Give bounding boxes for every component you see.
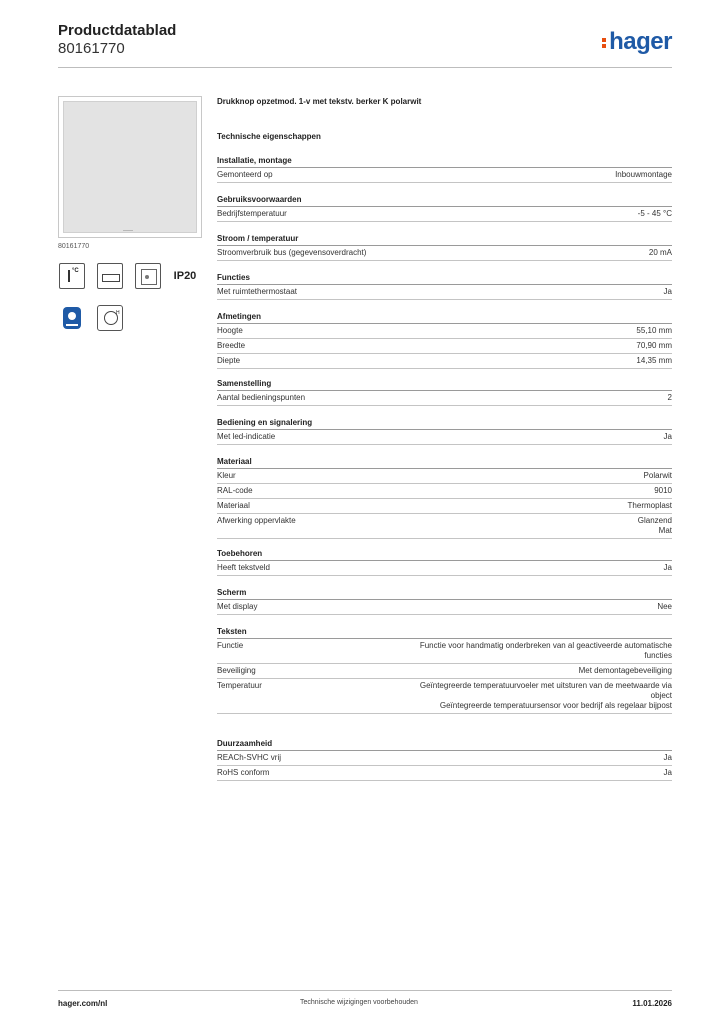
property-value: 2 xyxy=(667,393,672,402)
property-value: 9010 xyxy=(654,486,672,495)
property-label: Stroomverbruik bus (gegevensoverdracht) xyxy=(217,248,367,257)
property-value: Thermoplast xyxy=(627,501,672,510)
property-row xyxy=(217,664,672,679)
property-label: Bedrijfstemperatuur xyxy=(217,209,287,218)
property-section xyxy=(217,272,672,300)
ip20-icon: IP20 xyxy=(172,263,198,289)
property-row xyxy=(217,751,672,766)
property-label: Breedte xyxy=(217,341,246,350)
property-section xyxy=(217,548,672,576)
section-title: Teksten xyxy=(217,627,247,636)
property-value: 70,90 mm xyxy=(636,341,672,350)
page-header xyxy=(58,22,672,57)
section-title: Scherm xyxy=(217,588,247,597)
property-row xyxy=(217,391,672,406)
section-title: Functies xyxy=(217,273,250,282)
property-row xyxy=(217,766,672,781)
property-section xyxy=(217,378,672,406)
property-label: Aantal bedieningspunten xyxy=(217,393,306,402)
property-value: Glanzend Mat xyxy=(637,516,672,535)
document-title: Productdatablad xyxy=(58,22,177,39)
property-section xyxy=(217,417,672,445)
property-row xyxy=(217,324,672,339)
property-label: Kleur xyxy=(217,471,236,480)
product-name: Drukknop opzetmod. 1-v met tekstv. berker K polarwit xyxy=(217,97,422,106)
humidity-sensor-icon: H xyxy=(97,305,123,331)
sensor-icon xyxy=(135,263,161,289)
property-label: Hoogte xyxy=(217,326,243,335)
logo-text: hager xyxy=(609,28,672,55)
display-icon xyxy=(97,263,123,289)
section-title: Gebruiksvoorwaarden xyxy=(217,195,302,204)
property-section xyxy=(217,233,672,261)
property-value: 55,10 mm xyxy=(636,326,672,335)
property-label: RAL-code xyxy=(217,486,253,495)
property-section xyxy=(217,587,672,615)
property-section xyxy=(217,155,672,183)
property-value: Ja xyxy=(663,287,672,296)
property-value: 14,35 mm xyxy=(636,356,672,365)
property-row xyxy=(217,430,672,445)
property-value: Ja xyxy=(663,753,672,762)
property-row xyxy=(217,484,672,499)
footer-website: hager.com/nl xyxy=(58,999,108,1008)
section-title: Duurzaamheid xyxy=(217,739,273,748)
section-title: Toebehoren xyxy=(217,549,263,558)
property-label: Heeft tekstveld xyxy=(217,563,270,572)
property-row xyxy=(217,246,672,261)
section-title: Bediening en signalering xyxy=(217,418,313,427)
property-value: 20 mA xyxy=(648,248,672,257)
property-row xyxy=(217,499,672,514)
property-row xyxy=(217,207,672,222)
property-label: Materiaal xyxy=(217,501,250,510)
property-section xyxy=(217,194,672,222)
property-row xyxy=(217,600,672,615)
property-value: Met demontagebeveiliging xyxy=(578,666,672,675)
property-value: Inbouwmontage xyxy=(615,170,672,179)
section-title: Stroom / temperatuur xyxy=(217,234,299,243)
certification-badge-icon xyxy=(59,305,85,331)
property-row xyxy=(217,168,672,183)
property-row xyxy=(217,679,672,714)
property-value: Ja xyxy=(663,768,672,777)
property-label: Functie xyxy=(217,641,244,650)
section-title: Afmetingen xyxy=(217,312,261,321)
property-section xyxy=(217,738,672,781)
property-row xyxy=(217,339,672,354)
property-label: RoHS conform xyxy=(217,768,270,777)
property-section xyxy=(217,311,672,369)
property-value: Nee xyxy=(657,602,672,611)
property-label: Diepte xyxy=(217,356,241,365)
property-row xyxy=(217,514,672,539)
property-value: Geïntegreerde temperatuurvoeler met uitsturen van de meetwaarde via object Geïntegreerde temperatuursensor voor bedrijf als regelaar bijpost xyxy=(419,681,672,710)
property-value: Ja xyxy=(663,432,672,441)
section-title: Samenstelling xyxy=(217,379,272,388)
property-section xyxy=(217,456,672,539)
hager-logo xyxy=(602,28,672,56)
property-value: Polarwit xyxy=(643,471,672,480)
property-value: Ja xyxy=(663,563,672,572)
property-row xyxy=(217,354,672,369)
property-value: Functie voor handmatig onderbreken van al geactiveerde automatische functies xyxy=(419,641,672,660)
property-value: -5 - 45 °C xyxy=(637,209,672,218)
product-image-caption: 80161770 xyxy=(58,243,90,250)
property-label: Temperatuur xyxy=(217,681,262,690)
footer-disclaimer: Technische wijzigingen voorbehouden xyxy=(300,999,418,1006)
section-title: Materiaal xyxy=(217,457,252,466)
property-row xyxy=(217,285,672,300)
property-label: Met ruimtethermostaat xyxy=(217,287,298,296)
property-label: Afwerking oppervlakte xyxy=(217,516,296,525)
document-number: 80161770 xyxy=(58,40,125,57)
product-image xyxy=(58,96,202,238)
property-label: Gemonteerd op xyxy=(217,170,273,179)
push-button-plate xyxy=(63,101,197,233)
property-row xyxy=(217,561,672,576)
property-section xyxy=(217,626,672,714)
property-label: REACh-SVHC vrij xyxy=(217,753,282,762)
property-row xyxy=(217,469,672,484)
technical-properties-heading: Technische eigenschappen xyxy=(217,132,321,141)
property-label: Beveiliging xyxy=(217,666,256,675)
section-title: Installatie, montage xyxy=(217,156,292,165)
thermometer-celsius-icon: °C xyxy=(59,263,85,289)
property-row xyxy=(217,639,672,664)
footer-divider xyxy=(58,990,672,991)
property-label: Met display xyxy=(217,602,258,611)
property-label: Met led-indicatie xyxy=(217,432,276,441)
header-divider xyxy=(58,67,672,68)
footer-date: 11.01.2026 xyxy=(632,999,672,1008)
logo-dots-icon xyxy=(602,36,606,50)
